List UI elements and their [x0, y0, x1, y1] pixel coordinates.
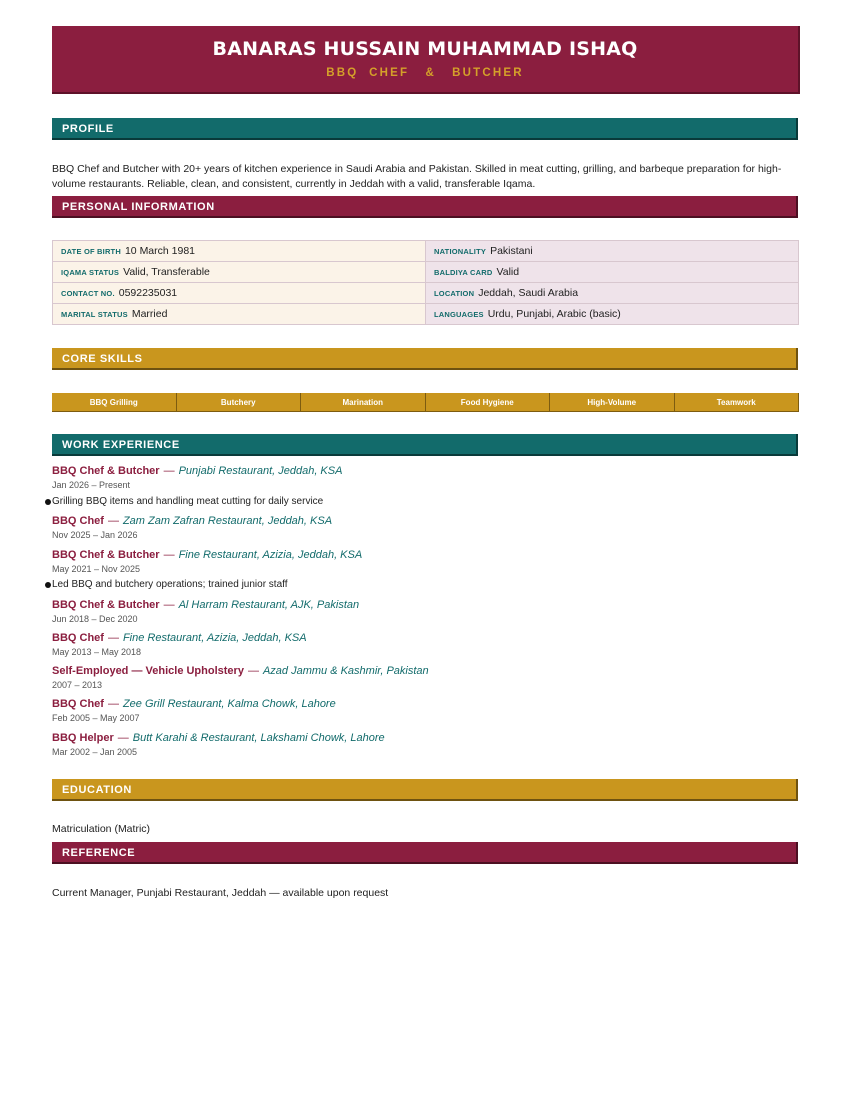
profile-summary: BBQ Chef and Butcher with 20+ years of kitchen experience in Saudi Arabia and Pakistan. Skilled in meat cutting, grilling, and barbeque preparation for high-volume restaurants. Reliable, clean, and consistent, currently in Jeddah with a valid, transferable Iqama. — [52, 163, 782, 190]
skill-chip: Marination — [301, 393, 426, 412]
job-dates: Mar 2002 – Jan 2005 — [52, 747, 138, 757]
job-place: Fine Restaurant, Azizia, Jeddah, KSA — [122, 632, 307, 644]
reference-text: Current Manager, Punjabi Restaurant, Jeddah — available upon request — [52, 887, 389, 899]
job-place: Zam Zam Zafran Restaurant, Jeddah, KSA — [122, 515, 333, 527]
job-entry: BBQ Helper — Butt Karahi & Restaurant, Lakshami Chowk, Lahore Mar 2002 – Jan 2005 — [52, 731, 798, 759]
info-value: Valid — [496, 266, 520, 278]
job-dates: Jan 2026 – Present — [52, 480, 131, 490]
section-header-personal-info: PERSONAL INFORMATION — [52, 196, 798, 218]
education-text: Matriculation (Matric) — [52, 823, 151, 835]
job-bullet-text: Grilling BBQ items and handling meat cutting for daily service — [52, 496, 324, 507]
section-header-core-skills: CORE SKILLS — [52, 348, 798, 370]
job-dates: Feb 2005 – May 2007 — [52, 713, 140, 723]
skill-chip: High-Volume — [550, 393, 675, 412]
skill-chip: Food Hygiene — [426, 393, 551, 412]
job-place: Zee Grill Restaurant, Kalma Chowk, Lahore — [122, 698, 336, 710]
job-role: BBQ Chef & Butcher — [52, 465, 160, 477]
resume-header — [52, 26, 800, 94]
job-dates: May 2021 – Nov 2025 — [52, 564, 141, 574]
job-dates: Jun 2018 – Dec 2020 — [52, 614, 138, 624]
candidate-role: BBQ CHEF & BUTCHER — [326, 67, 524, 79]
info-label: LOCATION — [434, 289, 475, 298]
info-value: Married — [131, 308, 168, 320]
job-role: BBQ Chef — [52, 515, 104, 527]
job-place: Azad Jammu & Kashmir, Pakistan — [262, 665, 429, 677]
bullet-icon — [45, 499, 51, 505]
info-label: LANGUAGES — [434, 310, 484, 319]
info-row — [53, 283, 799, 304]
info-value: Valid, Transferable — [123, 266, 210, 278]
info-row — [53, 304, 799, 325]
job-role: BBQ Chef — [52, 632, 104, 644]
candidate-name: BANARAS HUSSAIN MUHAMMAD ISHAQ — [212, 38, 638, 60]
info-value: 0592235031 — [118, 287, 178, 299]
skill-chip: Teamwork — [675, 393, 800, 412]
info-value: Pakistani — [490, 245, 533, 257]
info-label: NATIONALITY — [434, 247, 487, 256]
job-entry: BBQ Chef & Butcher — Punjabi Restaurant, Jeddah, KSA Jan 2026 – Present — [52, 464, 798, 492]
section-header-education: EDUCATION — [52, 779, 798, 801]
skill-chip: BBQ Grilling — [52, 393, 177, 412]
info-value: Jeddah, Saudi Arabia — [478, 287, 579, 299]
info-label: BALDIYA CARD — [434, 268, 493, 277]
info-label: IQAMA STATUS — [61, 268, 120, 277]
personal-info-table — [52, 240, 799, 325]
job-place: Butt Karahi & Restaurant, Lakshami Chowk, Lahore — [132, 732, 385, 744]
job-entry: BBQ Chef — Fine Restaurant, Azizia, Jeddah, KSA May 2013 – May 2018 — [52, 631, 798, 659]
job-dates: May 2013 – May 2018 — [52, 647, 142, 657]
info-value: 10 March 1981 — [124, 245, 196, 257]
info-value: Urdu, Punjabi, Arabic (basic) — [487, 308, 621, 320]
skill-chip: Butchery — [177, 393, 302, 412]
info-label: DATE OF BIRTH — [61, 247, 121, 256]
job-role: Self-Employed — Vehicle Upholstery — [52, 665, 244, 677]
section-header-work-experience: WORK EXPERIENCE — [52, 434, 798, 456]
job-bullet — [52, 495, 323, 509]
job-role: BBQ Chef & Butcher — [52, 549, 160, 561]
skills-row — [52, 393, 799, 412]
section-header-profile: PROFILE — [52, 118, 798, 140]
job-dates: 2007 – 2013 — [52, 680, 103, 690]
job-place: Al Harram Restaurant, AJK, Pakistan — [178, 599, 360, 611]
job-entry: BBQ Chef — Zee Grill Restaurant, Kalma Chowk, Lahore Feb 2005 – May 2007 — [52, 697, 798, 725]
job-entry: BBQ Chef — Zam Zam Zafran Restaurant, Jeddah, KSA Nov 2025 – Jan 2026 — [52, 514, 798, 542]
info-row — [53, 262, 799, 283]
job-role: BBQ Helper — [52, 732, 114, 744]
info-row — [53, 241, 799, 262]
info-label: MARITAL STATUS — [61, 310, 128, 319]
job-dates: Nov 2025 – Jan 2026 — [52, 530, 138, 540]
bullet-icon — [45, 582, 51, 588]
job-bullet — [52, 578, 288, 592]
job-entry: Self-Employed — Vehicle Upholstery — Azad Jammu & Kashmir, Pakistan 2007 – 2013 — [52, 664, 798, 692]
job-bullet-text: Led BBQ and butchery operations; trained junior staff — [52, 579, 288, 590]
job-role: BBQ Chef — [52, 698, 104, 710]
job-entry: BBQ Chef & Butcher — Fine Restaurant, Azizia, Jeddah, KSA May 2021 – Nov 2025 — [52, 548, 798, 576]
job-place: Punjabi Restaurant, Jeddah, KSA — [178, 465, 343, 477]
job-place: Fine Restaurant, Azizia, Jeddah, KSA — [178, 549, 363, 561]
job-role: BBQ Chef & Butcher — [52, 599, 160, 611]
info-label: CONTACT NO. — [61, 289, 115, 298]
job-entry: BBQ Chef & Butcher — Al Harram Restaurant, AJK, Pakistan Jun 2018 – Dec 2020 — [52, 598, 798, 626]
section-header-reference: REFERENCE — [52, 842, 798, 864]
